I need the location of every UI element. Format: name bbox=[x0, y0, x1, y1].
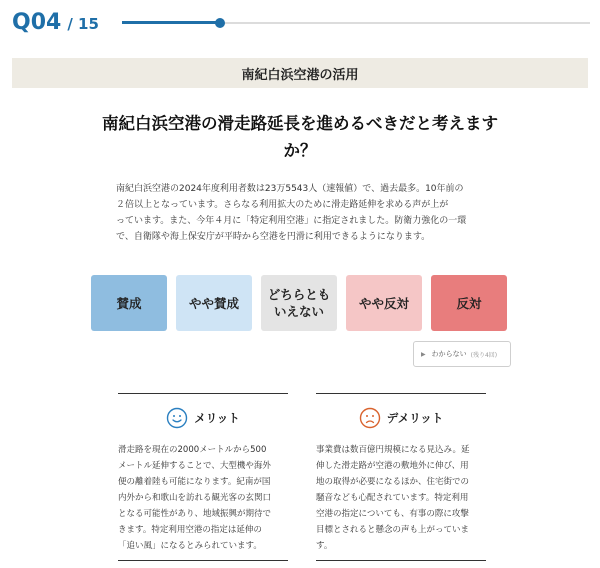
demerit-line: 事業費は数百億円規模になる見込み。延 bbox=[316, 445, 470, 455]
demerit-line: 伸した滑走路が空港の敷地外に伸び、用 bbox=[316, 461, 469, 471]
merit-line: 「追い風」になるとみられています。 bbox=[118, 541, 262, 551]
description-line: 南紀白浜空港の2024年度利用者数は23万5543人（速報値）で、過去最多。10年前の bbox=[116, 184, 464, 194]
question-counter bbox=[12, 10, 99, 40]
dont-know-button[interactable] bbox=[413, 341, 511, 367]
answer-label: やや反対 bbox=[358, 295, 409, 311]
demerit-title: デメリット bbox=[386, 411, 444, 425]
smiley-face-icon bbox=[166, 407, 188, 429]
answer-somewhat-disagree-button[interactable] bbox=[346, 275, 422, 331]
remaining-count: (残り4回) bbox=[470, 351, 498, 359]
merit-text bbox=[118, 442, 288, 552]
question-text bbox=[70, 110, 530, 164]
demerit-line: す。 bbox=[316, 541, 333, 551]
demerit-line: 空港の指定についても、有事の際に攻撃 bbox=[316, 509, 469, 519]
answer-options bbox=[91, 275, 507, 331]
answer-label: 賛成 bbox=[116, 295, 142, 311]
question-line-2: か？ bbox=[283, 141, 317, 160]
merit-line: 滑走路を現在の2000メートルから500 bbox=[118, 445, 267, 455]
dont-know-label: わからない bbox=[431, 350, 467, 358]
merit-column bbox=[118, 393, 288, 561]
answer-neutral-button[interactable] bbox=[261, 275, 337, 331]
progress-fill bbox=[122, 21, 220, 24]
answer-disagree-button[interactable] bbox=[431, 275, 507, 331]
demerit-line: 騒音なども心配されています。特定利用 bbox=[316, 493, 469, 503]
category-banner bbox=[12, 58, 588, 88]
answer-label: 反対 bbox=[456, 295, 482, 311]
question-description bbox=[116, 181, 486, 245]
answer-label: どちらとも bbox=[267, 287, 331, 302]
merit-line: となる可能性があり、地域振興が期待で bbox=[118, 509, 272, 519]
demerit-column bbox=[316, 393, 486, 561]
progress-bar bbox=[122, 18, 590, 28]
question-line-1: 南紀白浜空港の滑走路延長を進めるべきだと考えます bbox=[102, 114, 498, 133]
merit-heading bbox=[118, 394, 288, 442]
answer-agree-button[interactable] bbox=[91, 275, 167, 331]
description-line: で、自衛隊や海上保安庁が平時から空港を円滑に利用できるようになります。 bbox=[116, 232, 431, 242]
question-number: Q04 bbox=[12, 10, 62, 35]
category-title: 南紀白浜空港の活用 bbox=[241, 67, 359, 83]
play-arrow-icon: ▶ bbox=[421, 350, 426, 358]
question-total: / 15 bbox=[67, 15, 99, 33]
merit-line: 内外から和歌山を訪れる観光客の玄関口 bbox=[118, 493, 272, 503]
answer-somewhat-agree-button[interactable] bbox=[176, 275, 252, 331]
demerit-line: 地の取得が必要になるほか、住宅街での bbox=[316, 477, 470, 487]
merit-title: メリット bbox=[194, 411, 240, 425]
merit-line: 便の離着陸も可能になります。紀南が国 bbox=[118, 477, 271, 487]
divider bbox=[118, 560, 288, 561]
description-line: っています。また、今年４月に「特定利用空港」に指定されました。防衛力強化の一環 bbox=[116, 216, 467, 226]
divider bbox=[316, 560, 486, 561]
demerit-heading bbox=[316, 394, 486, 442]
progress-knob bbox=[215, 18, 225, 28]
answer-label: やや賛成 bbox=[188, 295, 239, 311]
demerit-text bbox=[316, 442, 486, 552]
description-line: ２倍以上となっています。さらなる利用拡大のために滑走路延伸を求める声が上が bbox=[116, 200, 449, 210]
merit-line: きます。特定利用空港の指定は延伸の bbox=[118, 525, 262, 535]
frowning-face-icon bbox=[359, 407, 381, 429]
demerit-line: 目標とされると懸念の声も上がっていま bbox=[316, 525, 470, 535]
answer-label: いえない bbox=[273, 304, 324, 319]
merit-line: メートル延伸することで、大型機や海外 bbox=[118, 461, 271, 471]
